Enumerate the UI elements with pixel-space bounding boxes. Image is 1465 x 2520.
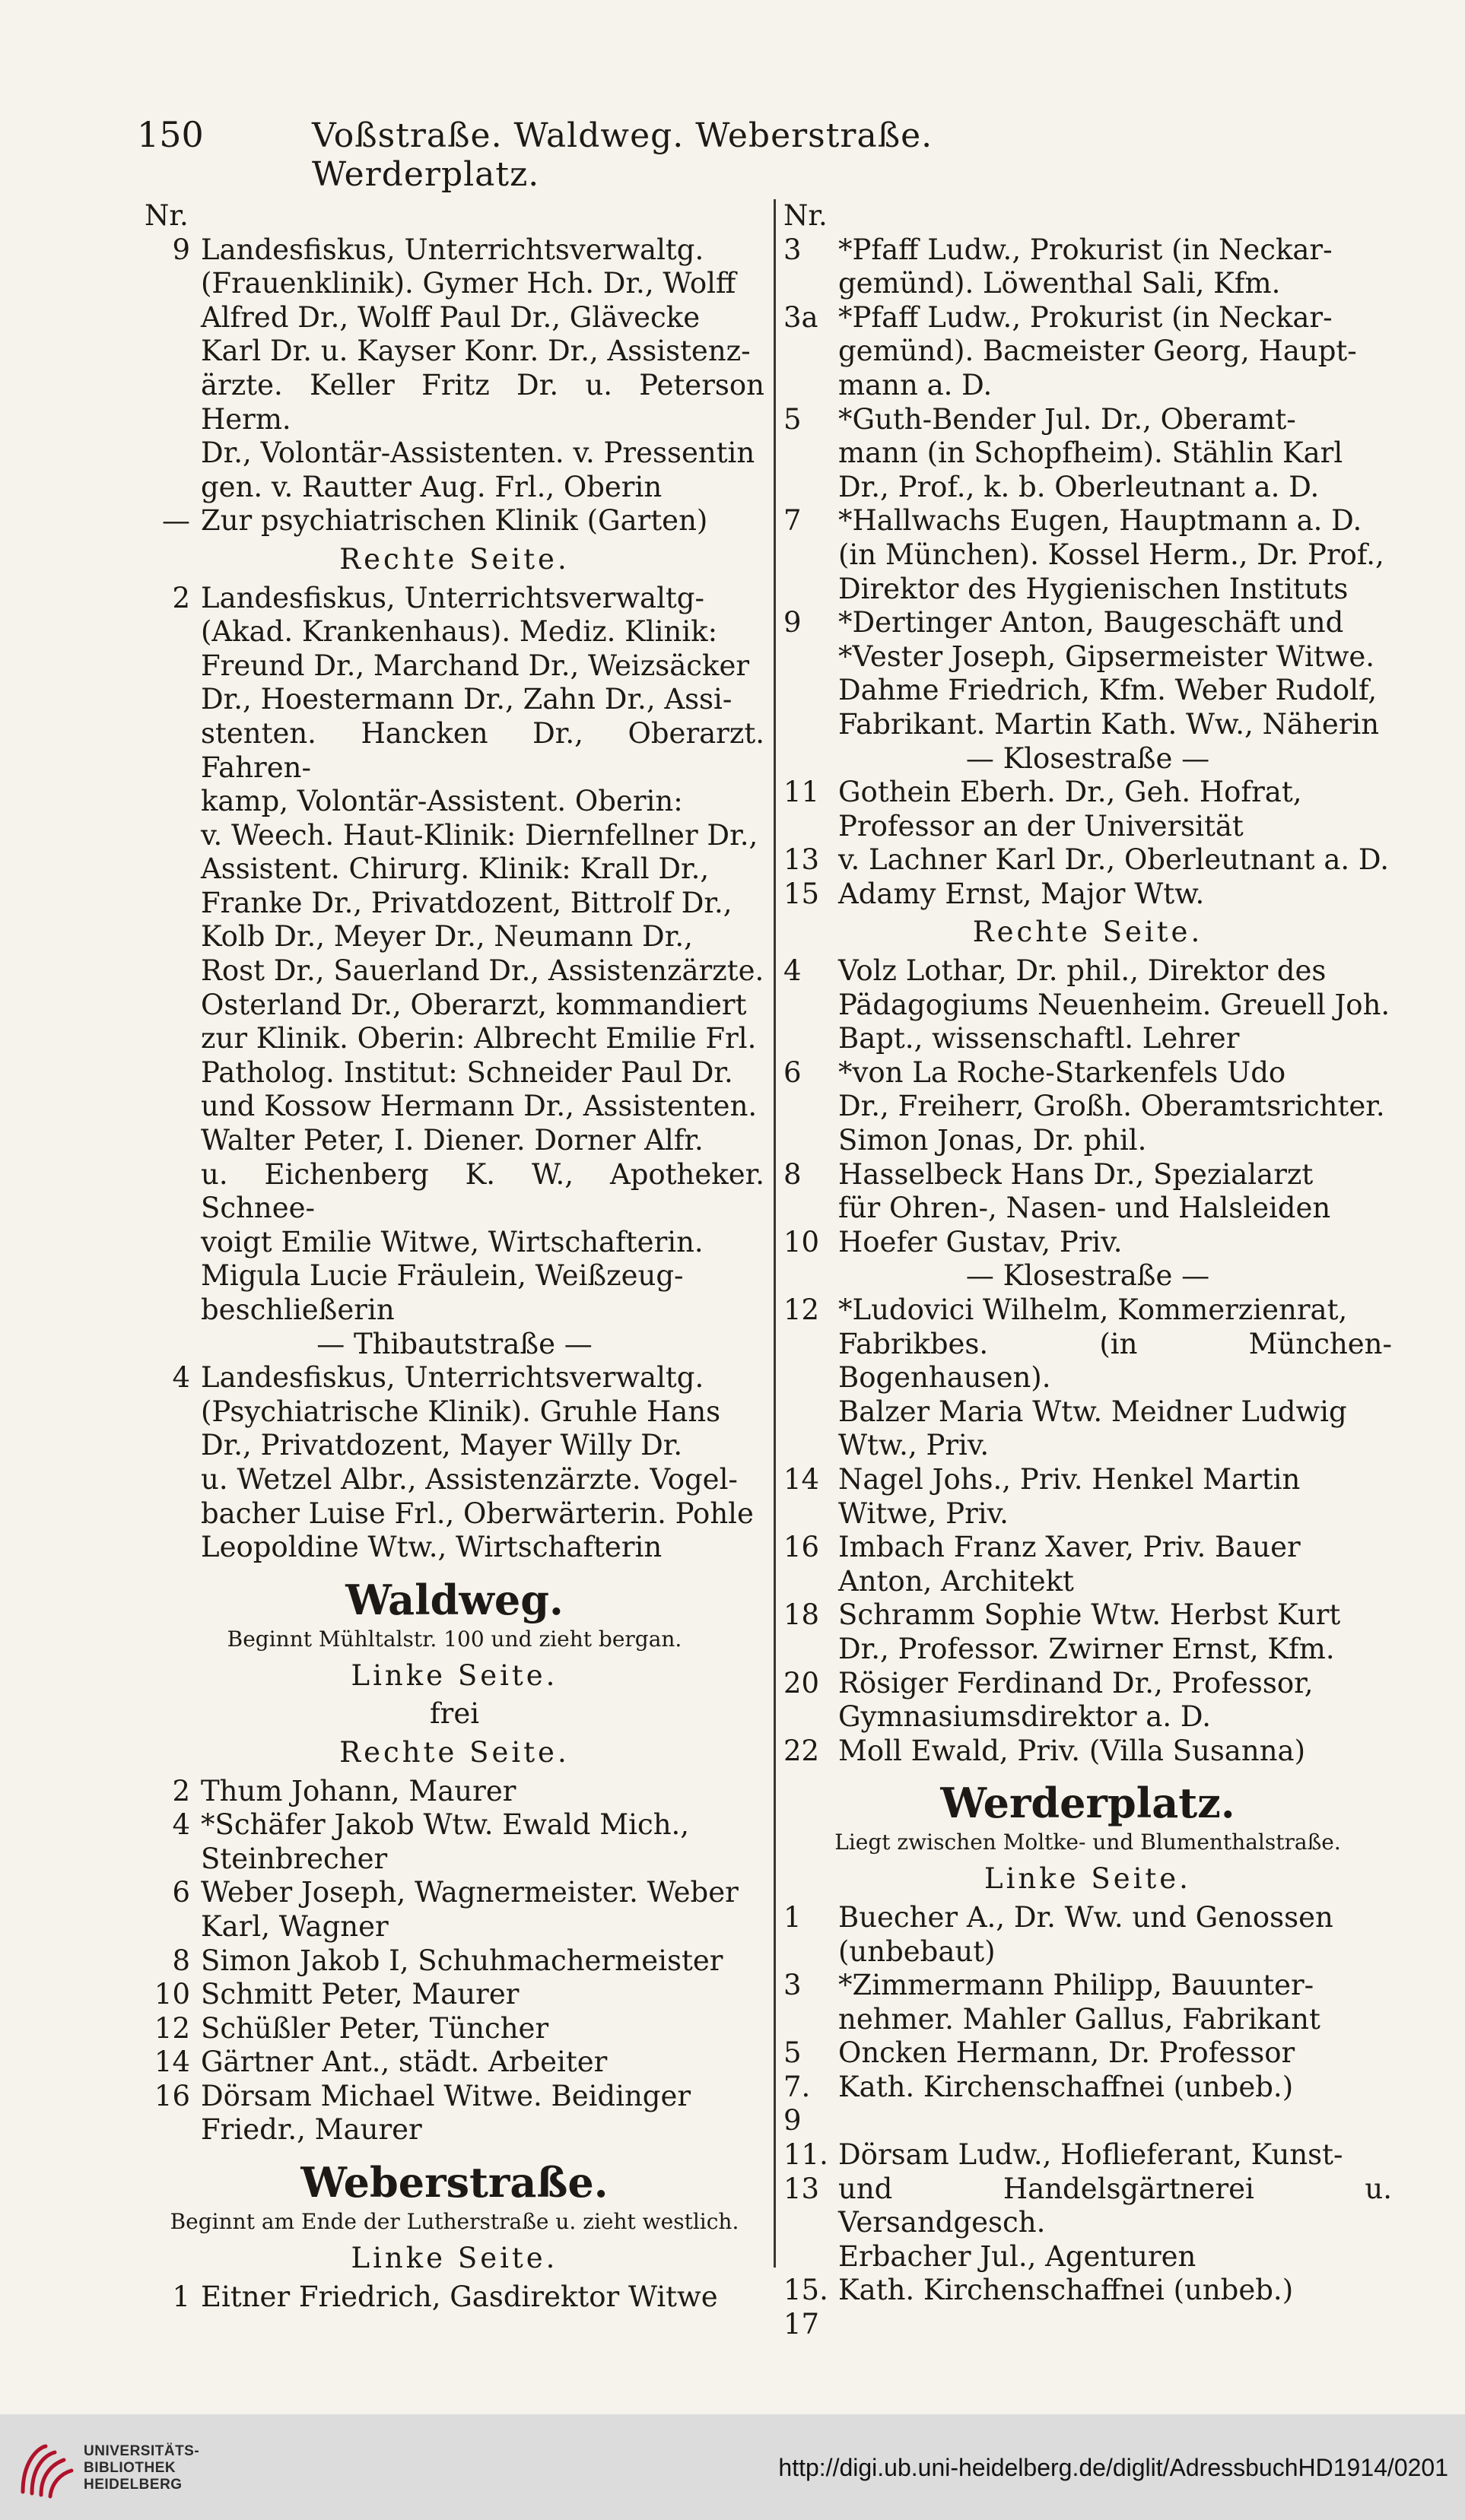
text-line: Dörsam Michael Witwe. Beidinger xyxy=(201,2079,691,2112)
resident-text xyxy=(838,1734,1392,1769)
list-item xyxy=(145,2046,764,2080)
text-line: und Kossow Hermann Dr., Assistenten. xyxy=(201,1090,758,1123)
text-line: Imbach Franz Xaver, Priv. Bauer xyxy=(838,1531,1301,1564)
resident-text xyxy=(201,1978,764,2012)
resident-text xyxy=(838,1598,1392,1666)
text-line: stenten. Hancken Dr., Oberarzt. Fahren- xyxy=(201,716,764,784)
house-number: 14 xyxy=(154,2046,190,2079)
text-line: *Schäfer Jakob Wtw. Ewald Mich., xyxy=(201,1808,690,1842)
text-line: *Pfaff Ludw., Prokurist (in Neckar- xyxy=(838,300,1333,334)
house-number: 7 xyxy=(783,504,802,538)
entry-list xyxy=(783,954,1392,1259)
text-line: Franke Dr., Privatdozent, Bittrolf Dr., xyxy=(201,886,732,919)
list-item xyxy=(783,2138,1392,2274)
text-line: Alfred Dr., Wolff Paul Dr., Glävecke xyxy=(201,300,701,334)
text-line: Dr., Privatdozent, Mayer Willy Dr. xyxy=(201,1429,683,1462)
nr-label: Nr. xyxy=(145,199,189,232)
resident-text xyxy=(201,2012,764,2046)
resident-text xyxy=(838,1226,1392,1260)
text-line: Zur psychiatrischen Klinik (Garten) xyxy=(201,504,708,538)
text-line: *von La Roche-Starkenfels Udo xyxy=(838,1055,1286,1089)
resident-text xyxy=(201,1808,764,1876)
text-line: voigt Emilie Witwe, Wirtschafterin. xyxy=(201,1225,704,1258)
house-number: 11 xyxy=(783,776,820,809)
text-line: Kath. Kirchenschaffnei (unbeb.) xyxy=(838,2274,1294,2307)
text-line: Landesfiskus, Unterrichtsverwaltg. xyxy=(201,1361,704,1395)
text-line: Osterland Dr., Oberarzt, kommandiert xyxy=(201,988,747,1021)
house-number: 9 xyxy=(172,233,190,266)
house-number: 15 xyxy=(783,877,820,910)
text-line: Hasselbeck Hans Dr., Spezialarzt xyxy=(838,1157,1314,1191)
text-line: Dr., Freiherr, Großh. Oberamtsrichter. xyxy=(838,1090,1385,1123)
list-item xyxy=(145,2080,764,2147)
text-line: Karl, Wagner xyxy=(201,1909,389,1943)
list-item xyxy=(783,1293,1392,1463)
text-line: Erbacher Jul., Agenturen xyxy=(838,2239,1196,2273)
list-item xyxy=(145,1876,764,1944)
text-line: gen. v. Rautter Aug. Frl., Oberin xyxy=(201,470,663,503)
house-number: 5 xyxy=(783,2036,802,2070)
text-line: *Hallwachs Eugen, Hauptmann a. D. xyxy=(838,504,1362,538)
library-name-line: HEIDELBERG xyxy=(84,2477,183,2493)
section-subtitle: Beginnt Mühltalstr. 100 und zieht bergan. xyxy=(227,1626,682,1652)
text-line: Dr., Prof., k. b. Oberleutnant a. D. xyxy=(838,470,1320,503)
text-line: Schramm Sophie Wtw. Herbst Kurt xyxy=(838,1598,1341,1632)
library-name xyxy=(84,2443,199,2493)
text-line: Eitner Friedrich, Gasdirektor Witwe xyxy=(201,2280,718,2313)
list-item xyxy=(783,1734,1392,1769)
text-line: Kath. Kirchenschaffnei (unbeb.) xyxy=(838,2070,1294,2103)
resident-text xyxy=(838,1293,1392,1463)
house-number: 12 xyxy=(783,1293,820,1326)
text-line: *Zimmermann Philipp, Bauunter- xyxy=(838,1969,1314,2002)
library-name-line: BIBLIOTHEK xyxy=(84,2460,176,2476)
text-line: Dahme Friedrich, Kfm. Weber Rudolf, xyxy=(838,674,1378,707)
text-line: Anton, Architekt xyxy=(838,1564,1074,1598)
text-line: beschließerin xyxy=(201,1293,395,1326)
library-name-line: UNIVERSITÄTS- xyxy=(84,2443,200,2459)
text-line: Adamy Ernst, Major Wtw. xyxy=(838,877,1205,910)
resident-text xyxy=(838,1969,1392,2036)
source-url[interactable] xyxy=(778,2454,1448,2482)
list-item xyxy=(783,1226,1392,1260)
right-column xyxy=(783,199,1392,2342)
house-number: 18 xyxy=(783,1598,820,1632)
text-line: gemünd). Bacmeister Georg, Haupt- xyxy=(838,335,1357,368)
text-line: Volz Lothar, Dr. phil., Direktor des xyxy=(838,954,1327,988)
library-logo-icon xyxy=(15,2439,78,2501)
list-item xyxy=(783,1598,1392,1666)
resident-text xyxy=(201,1361,764,1565)
list-item xyxy=(145,1978,764,2012)
text-line: mann (in Schopfheim). Stählin Karl xyxy=(838,436,1343,470)
entry-list xyxy=(145,2280,764,2315)
text-line: (Frauenklinik). Gymer Hch. Dr., Wolff xyxy=(201,267,736,300)
text-line: Dr., Hoestermann Dr., Zahn Dr., Assi- xyxy=(201,683,732,716)
section-title-waldweg: Waldweg. xyxy=(345,1575,564,1624)
text-line: *Pfaff Ludw., Prokurist (in Neckar- xyxy=(838,233,1333,266)
resident-text xyxy=(838,1158,1392,1226)
resident-text xyxy=(201,1944,764,1979)
resident-text xyxy=(838,1056,1392,1158)
list-item xyxy=(145,1775,764,1809)
house-number: 4 xyxy=(783,954,802,988)
side-heading: Rechte Seite. xyxy=(339,542,570,576)
text-line: Nagel Johs., Priv. Henkel Martin xyxy=(838,1462,1301,1496)
house-number: 6 xyxy=(172,1876,190,1909)
text-line: Bapt., wissenschaftl. Lehrer xyxy=(838,1022,1240,1055)
text-line: Fabrikant. Martin Kath. Ww., Näherin xyxy=(838,707,1380,741)
text-line: *Ludovici Wilhelm, Kommerzienrat, xyxy=(838,1293,1348,1326)
resident-text xyxy=(838,504,1392,606)
resident-text xyxy=(201,2080,764,2147)
text-line: Oncken Hermann, Dr. Professor xyxy=(838,2036,1295,2070)
list-item xyxy=(145,1361,764,1565)
resident-text xyxy=(838,403,1392,505)
text-line: Rost Dr., Sauerland Dr., Assistenzärzte. xyxy=(201,954,764,988)
cross-street: — Thibautstraße — xyxy=(316,1327,593,1360)
text-line: Weber Joseph, Wagnermeister. Weber xyxy=(201,1876,739,1909)
resident-text xyxy=(838,606,1392,741)
resident-text xyxy=(838,878,1392,912)
list-item xyxy=(783,843,1392,878)
house-number: 10 xyxy=(783,1225,820,1258)
text-line: ärzte. Keller Fritz Dr. u. Peterson Herm. xyxy=(201,368,764,436)
text-line: Leopoldine Wtw., Wirtschafterin xyxy=(201,1531,663,1564)
house-number: 7. 9 xyxy=(783,2070,811,2138)
list-item xyxy=(783,403,1392,505)
resident-text xyxy=(201,582,764,1328)
resident-text xyxy=(201,1775,764,1809)
text-line: Landesfiskus, Unterrichtsverwaltg. xyxy=(201,233,704,266)
text-line: v. Lachner Karl Dr., Oberleutnant a. D. xyxy=(838,843,1390,877)
text-line: für Ohren-, Nasen- und Halsleiden xyxy=(838,1192,1331,1225)
text-line: Buecher A., Dr. Ww. und Genossen xyxy=(838,1900,1333,1934)
section-title-werderplatz: Werderplatz. xyxy=(940,1779,1235,1828)
entry-list xyxy=(783,1901,1392,2342)
text-line: Landesfiskus, Unterrichtsverwaltg- xyxy=(201,581,704,614)
text-line: *Dertinger Anton, Baugeschäft und xyxy=(838,606,1344,640)
text-line: u. Wetzel Albr., Assistenzärzte. Vogel- xyxy=(201,1462,738,1496)
house-number: 2 xyxy=(172,1774,190,1807)
resident-text xyxy=(838,2036,1392,2071)
text-line: kamp, Volontär-Assistent. Oberin: xyxy=(201,785,683,818)
entry-list xyxy=(783,233,1392,742)
text-line: Moll Ewald, Priv. (Villa Susanna) xyxy=(838,1734,1306,1767)
list-item xyxy=(783,2036,1392,2071)
text-line: Dörsam Ludw., Hoflieferant, Kunst- xyxy=(838,2138,1343,2172)
house-number: 16 xyxy=(783,1531,820,1564)
side-heading: Rechte Seite. xyxy=(972,916,1203,949)
text-line: bacher Luise Frl., Oberwärterin. Pohle xyxy=(201,1496,754,1530)
text-line: Patholog. Institut: Schneider Paul Dr. xyxy=(201,1055,733,1089)
house-number: 11. 13 xyxy=(783,2138,828,2205)
resident-text xyxy=(201,2280,764,2315)
resident-text xyxy=(201,233,764,505)
resident-text xyxy=(201,2046,764,2080)
list-item xyxy=(783,301,1392,403)
page-header xyxy=(137,114,1146,194)
list-item xyxy=(783,1158,1392,1226)
list-item xyxy=(145,2280,764,2315)
text-line: v. Weech. Haut-Klinik: Diernfellner Dr., xyxy=(201,818,758,852)
left-column xyxy=(145,199,764,2314)
house-number: 15. 17 xyxy=(783,2274,828,2341)
text-line: Simon Jonas, Dr. phil. xyxy=(838,1124,1147,1157)
list-item xyxy=(783,1901,1392,1969)
text-line: Direktor des Hygienischen Instituts xyxy=(838,572,1349,605)
text-line: (unbebaut) xyxy=(838,1934,996,1968)
house-number: 4 xyxy=(172,1361,190,1395)
house-number: 5 xyxy=(783,402,802,436)
text-line: Professor an der Universität xyxy=(838,809,1244,843)
list-item xyxy=(783,2274,1392,2341)
resident-text xyxy=(838,2274,1392,2341)
text-line: Witwe, Priv. xyxy=(838,1496,1009,1530)
list-item xyxy=(783,878,1392,912)
list-item xyxy=(783,954,1392,1056)
text-line: (in München). Kossel Herm., Dr. Prof., xyxy=(838,538,1384,571)
text-line: Steinbrecher xyxy=(201,1842,388,1875)
text-line: *Guth-Bender Jul. Dr., Oberamt- xyxy=(838,402,1296,436)
text-line: Schmitt Peter, Maurer xyxy=(201,1978,520,2011)
list-item xyxy=(783,233,1392,301)
resident-text xyxy=(838,233,1392,301)
section-subtitle: Beginnt am Ende der Lutherstraße u. zieht westlich. xyxy=(170,2209,739,2235)
house-number: — xyxy=(162,504,190,538)
entry-list xyxy=(145,233,764,538)
resident-text xyxy=(838,1667,1392,1734)
text-line: (Psychiatrische Klinik). Gruhle Hans xyxy=(201,1395,721,1428)
text-line: Gymnasiumsdirektor a. D. xyxy=(838,1700,1211,1734)
running-title: Voßstraße. Waldweg. Weberstraße. Werderplatz. xyxy=(312,116,933,194)
house-number: 22 xyxy=(783,1734,820,1767)
list-item xyxy=(783,2071,1392,2138)
house-number: 1 xyxy=(783,1900,802,1934)
nr-label: Nr. xyxy=(783,199,828,232)
text-line: Kolb Dr., Meyer Dr., Neumann Dr., xyxy=(201,920,693,954)
text-line: Karl Dr. u. Kayser Konr. Dr., Assistenz- xyxy=(201,335,751,368)
resident-text xyxy=(838,301,1392,403)
house-number: 9 xyxy=(783,606,802,640)
text-line: Wtw., Priv. xyxy=(838,1429,990,1462)
text-line: Friedr., Maurer xyxy=(201,2113,422,2147)
house-number: 4 xyxy=(172,1808,190,1842)
section-title-weberstrasse: Weberstraße. xyxy=(300,2158,609,2207)
house-number: 8 xyxy=(783,1157,802,1191)
text-line: u. Eichenberg K. W., Apotheker. Schnee- xyxy=(201,1157,764,1225)
resident-text xyxy=(201,504,764,538)
side-heading: Linke Seite. xyxy=(351,1658,558,1692)
text-line: Hoefer Gustav, Priv. xyxy=(838,1225,1123,1258)
house-number: 14 xyxy=(783,1462,820,1496)
house-number: 12 xyxy=(154,2011,190,2045)
resident-text xyxy=(838,2071,1392,2138)
text-line: Assistent. Chirurg. Klinik: Krall Dr., xyxy=(201,852,710,886)
list-item xyxy=(783,776,1392,843)
list-item xyxy=(783,1969,1392,2036)
cross-street: — Klosestraße — xyxy=(965,741,1210,775)
text-line: *Vester Joseph, Gipsermeister Witwe. xyxy=(838,640,1375,673)
resident-text xyxy=(838,1531,1392,1598)
text-line: Walter Peter, I. Diener. Dorner Alfr. xyxy=(201,1124,704,1157)
house-number: 13 xyxy=(783,843,820,877)
house-number: 3 xyxy=(783,1969,802,2002)
house-number: 2 xyxy=(172,581,190,614)
text-line: nehmer. Mahler Gallus, Fabrikant xyxy=(838,2002,1320,2036)
resident-text xyxy=(838,776,1392,843)
side-heading: Rechte Seite. xyxy=(339,1735,570,1769)
text-line: Dr., Volontär-Assistenten. v. Pressentin xyxy=(201,436,755,470)
house-number: 3a xyxy=(783,300,818,334)
text-line: Pädagogiums Neuenheim. Greuell Joh. xyxy=(838,988,1390,1021)
text-line: Simon Jakob I, Schuhmachermeister xyxy=(201,1944,723,1977)
text-line: Gärtner Ant., städt. Arbeiter xyxy=(201,2046,608,2079)
house-number: 6 xyxy=(783,1055,802,1089)
text-line: mann a. D. xyxy=(838,368,993,401)
resident-text xyxy=(838,2138,1392,2274)
text-line: Balzer Maria Wtw. Meidner Ludwig xyxy=(838,1395,1347,1428)
list-item xyxy=(145,582,764,1328)
list-item xyxy=(145,1944,764,1979)
resident-text xyxy=(838,843,1392,878)
section-subtitle: Liegt zwischen Moltke- und Blumenthalstraße. xyxy=(834,1830,1341,1855)
resident-text xyxy=(838,954,1392,1056)
list-item xyxy=(145,233,764,505)
house-number: 10 xyxy=(154,1978,190,2011)
list-item xyxy=(145,504,764,538)
text-line: Freund Dr., Marchand Dr., Weizsäcker xyxy=(201,649,750,682)
text-line: (Akad. Krankenhaus). Mediz. Klinik: xyxy=(201,615,718,649)
text-line: Gothein Eberh. Dr., Geh. Hofrat, xyxy=(838,776,1302,809)
list-item xyxy=(783,504,1392,606)
house-number: 16 xyxy=(154,2079,190,2112)
frei-note: frei xyxy=(429,1697,480,1731)
list-item xyxy=(783,606,1392,741)
house-number: 3 xyxy=(783,233,802,266)
resident-text xyxy=(838,1463,1392,1531)
list-item xyxy=(145,2012,764,2046)
entry-list xyxy=(145,1361,764,1565)
list-item xyxy=(783,1531,1392,1598)
text-line: Migula Lucie Fräulein, Weißzeug- xyxy=(201,1259,684,1293)
entry-list xyxy=(145,582,764,1328)
side-heading: Linke Seite. xyxy=(351,2242,558,2275)
footer-bar xyxy=(0,2414,1465,2520)
column-divider xyxy=(774,199,776,2268)
text-line: zur Klinik. Oberin: Albrecht Emilie Frl. xyxy=(201,1022,757,1055)
list-item xyxy=(145,1808,764,1876)
text-line: Schüßler Peter, Tüncher xyxy=(201,2011,549,2045)
text-line: Thum Johann, Maurer xyxy=(201,1774,516,1807)
cross-street: — Klosestraße — xyxy=(965,1259,1210,1293)
text-line: Rösiger Ferdinand Dr., Professor, xyxy=(838,1666,1314,1700)
entry-list xyxy=(783,776,1392,911)
page-number: 150 xyxy=(137,114,204,155)
side-heading: Linke Seite. xyxy=(984,1862,1191,1896)
house-number: 20 xyxy=(783,1666,820,1700)
text-line: und Handelsgärtnerei u. Versandgesch. xyxy=(838,2172,1392,2239)
text-line: Dr., Professor. Zwirner Ernst, Kfm. xyxy=(838,1632,1335,1665)
list-item xyxy=(783,1463,1392,1531)
text-line: gemünd). Löwenthal Sali, Kfm. xyxy=(838,267,1281,300)
text-line: Fabrikbes. (in München-Bogenhausen). xyxy=(838,1327,1392,1395)
resident-text xyxy=(838,1901,1392,1969)
source-url-link[interactable]: http://digi.ub.uni-heidelberg.de/diglit/AdressbuchHD1914/0201 xyxy=(778,2454,1448,2481)
resident-text xyxy=(201,1876,764,1944)
entry-list xyxy=(783,1293,1392,1768)
house-number: 8 xyxy=(172,1944,190,1977)
entry-list xyxy=(145,1775,764,2148)
list-item xyxy=(783,1056,1392,1158)
house-number: 1 xyxy=(172,2280,190,2313)
list-item xyxy=(783,1667,1392,1734)
